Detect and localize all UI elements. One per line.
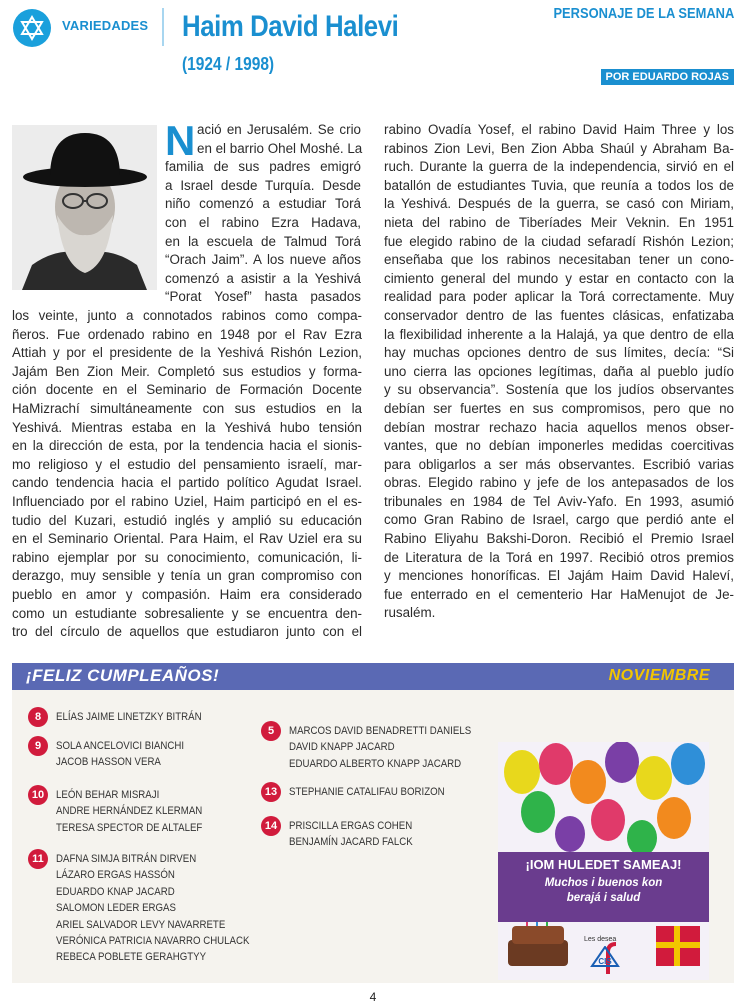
page-title: Haim David Halevi <box>182 10 399 43</box>
article-line: mo religioso y el estudio del pensamiento israelí, mar- <box>12 456 362 472</box>
article-line: debían mostrar rechazo hacia aquellos menos obser- <box>384 419 734 435</box>
birthday-names <box>56 851 249 966</box>
article-line: ruch. Durante la guerra de la independencia, sirvió en el <box>384 159 734 175</box>
article-column-1a <box>165 117 363 307</box>
author-byline: POR EDUARDO ROJAS <box>601 69 734 85</box>
article-line: rabino ejemplar por su conocimiento, comunicación, li- <box>12 549 362 565</box>
article-line: Influenciado por el rabino Uziel, Haim participó en el es- <box>12 493 362 509</box>
birthday-section <box>12 663 734 983</box>
drop-cap: N <box>165 117 196 164</box>
article-line: cimiento general del mundo y estar en contacto con la <box>384 270 734 286</box>
card-subtitle <box>498 876 709 906</box>
birthday-name: ELÍAS JAIME LINETZKY BITRÁN <box>56 711 202 723</box>
card-from: Les desea <box>584 936 617 943</box>
article-line: Attiah y por el presidente de la Yeshivá Rishón Lezion, <box>12 345 362 361</box>
article-line: y menciones honoríficas. El Jajám Haim David Haleví, <box>384 568 734 584</box>
birthday-name: REBECA POBLETE GERAHGTYY <box>56 951 207 964</box>
cis-logo-icon <box>590 946 620 968</box>
day-badge: 9 <box>28 736 48 756</box>
article-line: de Literatura de la Torá en 1997. Recibió otros premios <box>384 549 734 565</box>
card-title: ¡IOM HULEDET SAMEAJ! <box>525 857 682 872</box>
article-line: niño comenzó a estudiar Torá <box>165 196 361 212</box>
article-line: nieta del rabino de Tiberíades Meir Veknin. En 1951 <box>384 214 734 230</box>
article-line: familia de sus padres emigró <box>165 159 361 175</box>
page-number: 4 <box>369 990 377 1004</box>
article-line: uno cierra las opciones legítimas, daña al pueblo judío <box>384 363 734 379</box>
birthday-name: PRISCILLA ERGAS COHEN <box>289 820 413 832</box>
article-line: ñeros. Fue ordenado rabino en 1948 por el Rav Ezra <box>12 326 362 342</box>
article-line: fue elegido rabino de la ciudad sefaradí Rishón Lezion; <box>384 233 734 249</box>
birthday-name: LEÓN BEHAR MISRAJI <box>56 789 160 801</box>
birthday-header-bar <box>12 663 734 690</box>
article-line: en el Seminario Oriental. Para Haim, el Rav Uziel era su <box>12 531 362 547</box>
card-line: berajá i salud <box>566 892 641 904</box>
article-line: realidad para poder aplicar la Torá correctamente. Muy <box>384 289 734 305</box>
article-line: “Porat Yosef” hasta pasados <box>165 289 361 305</box>
birthday-name: STEPHANIE CATALIFAU BORIZON <box>289 786 445 798</box>
article-line: Rabino Eliyahu Bakshi-Doron. Recibió el Premio Israel <box>384 531 734 547</box>
section-label: VARIEDADES <box>62 18 149 33</box>
greeting-card <box>498 742 709 980</box>
day-badge: 13 <box>261 782 281 802</box>
birthday-name: LÁZARO ERGAS HASSÓN <box>56 869 175 882</box>
cis-logo-text: CIS <box>598 957 612 966</box>
birthday-name: SALOMON LEDER ERGAS <box>56 902 176 915</box>
article-line: derazgo, muy sensible y tenía un gran compromiso con <box>12 568 362 584</box>
article-line: ción docente en el Seminario de Formación Docente <box>12 382 362 398</box>
birthday-names <box>56 787 202 836</box>
birthday-names <box>56 709 202 725</box>
article-line: hay muchas opciones dentro de sus límites, decía: “Si <box>384 345 734 361</box>
article-line: como un estudiante sobresaliente y se encuentra den- <box>12 605 362 621</box>
birthday-names <box>289 818 413 851</box>
article-line: pueblo en amor y compasión. Haim era considerado <box>12 586 362 602</box>
article-line: rabinos Zion Levi, Ben Zion Abba Shaúl y Abraham Ba- <box>384 140 734 156</box>
article-line: “Orach Jaim”. A los nueve años <box>165 252 361 268</box>
article-line: Yeshivá. Mientras estaba en la Yeshivá hubo tensión <box>12 419 362 435</box>
birthday-month: NOVIEMBRE <box>608 667 710 684</box>
birthday-name: EDUARDO ALBERTO KNAPP JACARD <box>289 757 462 770</box>
article-line: vantes, que no debían imponerles medidas coercitivas <box>384 438 734 454</box>
article-line: conservador dentro de las fuentes clásicas, enfatizaba <box>384 307 734 323</box>
article-line: y su observancia”. Sostenía que los judíos observantes <box>384 382 734 398</box>
article-line: tro del círculo de aquellos que estudiaron junto con el <box>12 624 362 640</box>
article-line: batallón de estudiantes Tuvia, que reunía a todos los de <box>384 177 734 193</box>
article-line: tribunales en 1984 de Tel Aviv-Yafo. En 1993, asumió <box>384 493 734 509</box>
birthday-name: MARCOS DAVID BENADRETTI DANIELS <box>289 725 472 737</box>
article-line: debían ser fuertes en sus compromisos, pero que no <box>384 400 734 416</box>
article-line: la flexibilidad inherente a la Halajá, ya que dentro de ella <box>384 326 734 342</box>
birthday-name: DAVID KNAPP JACARD <box>289 741 395 754</box>
day-badge: 5 <box>261 721 281 741</box>
portrait-photo <box>12 125 157 290</box>
article-line: cando tendencia hacia el partido político Agudat Israel. <box>12 475 362 491</box>
lifespan: (1924 / 1998) <box>182 54 275 74</box>
section-logo <box>13 9 51 47</box>
article-column-2 <box>384 121 734 623</box>
article-line: como Gran Rabino de Israel, cargo que perdió ante el <box>384 512 734 528</box>
article-line: enseñaba que los rabinos necesitaban tener un cono- <box>384 252 734 268</box>
article-line: rabino Ovadía Yosef, el rabino David Haim Three y los <box>384 122 734 137</box>
birthday-name: EDUARDO KNAP JACARD <box>56 885 175 898</box>
article-line: ació en Jerusalém. Se crio <box>197 122 361 137</box>
day-badge: 11 <box>28 849 48 869</box>
article-line: Jajám Ben Zion Meir. Completó sus estudios y forma- <box>12 363 362 379</box>
article-line: la Yeshivá. Después de la guerra, se casó con Miriam, <box>384 196 734 212</box>
birthday-name: TERESA SPECTOR DE ALTALEF <box>56 821 203 834</box>
article-line: en la dirección de esta, por la tendencia hacia el sionis- <box>12 438 362 454</box>
birthday-name: BENJAMÍN JACARD FALCK <box>289 836 413 849</box>
article-line: fue enterrado en el cementerio Har HaMenujot de Je- <box>384 586 734 602</box>
birthday-name: ARIEL SALVADOR LEVY NAVARRETE <box>56 918 226 931</box>
birthday-names <box>56 738 184 771</box>
article-line: tudio del Kuzari, estudió inglés y amplió su educación <box>12 512 362 528</box>
article-line: HaMizrachí simultáneamente con sus estudios en la <box>12 400 362 416</box>
divider <box>162 8 164 46</box>
article-line: con el rabino Ezra Hadava, <box>165 214 361 230</box>
article-line: rusalém. <box>384 605 436 621</box>
article-line: obras. Elegido rabino y jefe de los antepasados de los <box>384 475 734 491</box>
day-badge: 10 <box>28 785 48 805</box>
birthday-name: ANDRE HERNÁNDEZ KLERMAN <box>56 805 203 818</box>
article-column-1b <box>12 307 362 642</box>
birthday-name: JACOB HASSON VERA <box>56 756 161 769</box>
article-line: para obligarlos a ser más observantes. Escribió varias <box>384 456 734 472</box>
birthday-name: VERÓNICA PATRICIA NAVARRO CHULACK <box>56 935 250 948</box>
article-line: comenzó a asistir a la Yeshivá <box>165 270 361 286</box>
birthday-title: ¡FELIZ CUMPLEAÑOS! <box>26 666 220 685</box>
birthday-names <box>289 723 471 772</box>
article-line: a Israel desde Turquía. Desde <box>165 177 361 193</box>
day-badge: 8 <box>28 707 48 727</box>
article-line: los veinte, junto a connotados rabinos como compa- <box>12 308 362 323</box>
birthday-name: SOLA ANCELOVICI BIANCHI <box>56 740 185 752</box>
birthday-name: DAFNA SIMJA BITRÁN DIRVEN <box>56 853 197 865</box>
column-kicker: PERSONAJE DE LA SEMANA <box>553 5 734 22</box>
card-line: Muchos i buenos kon <box>544 877 663 889</box>
birthday-names <box>289 784 445 800</box>
article-line: en la escuela de Talmud Torá <box>165 233 361 249</box>
article-line: en el barrio Ohel Moshé. La <box>197 140 363 156</box>
day-badge: 14 <box>261 816 281 836</box>
star-of-david-icon <box>19 15 45 41</box>
